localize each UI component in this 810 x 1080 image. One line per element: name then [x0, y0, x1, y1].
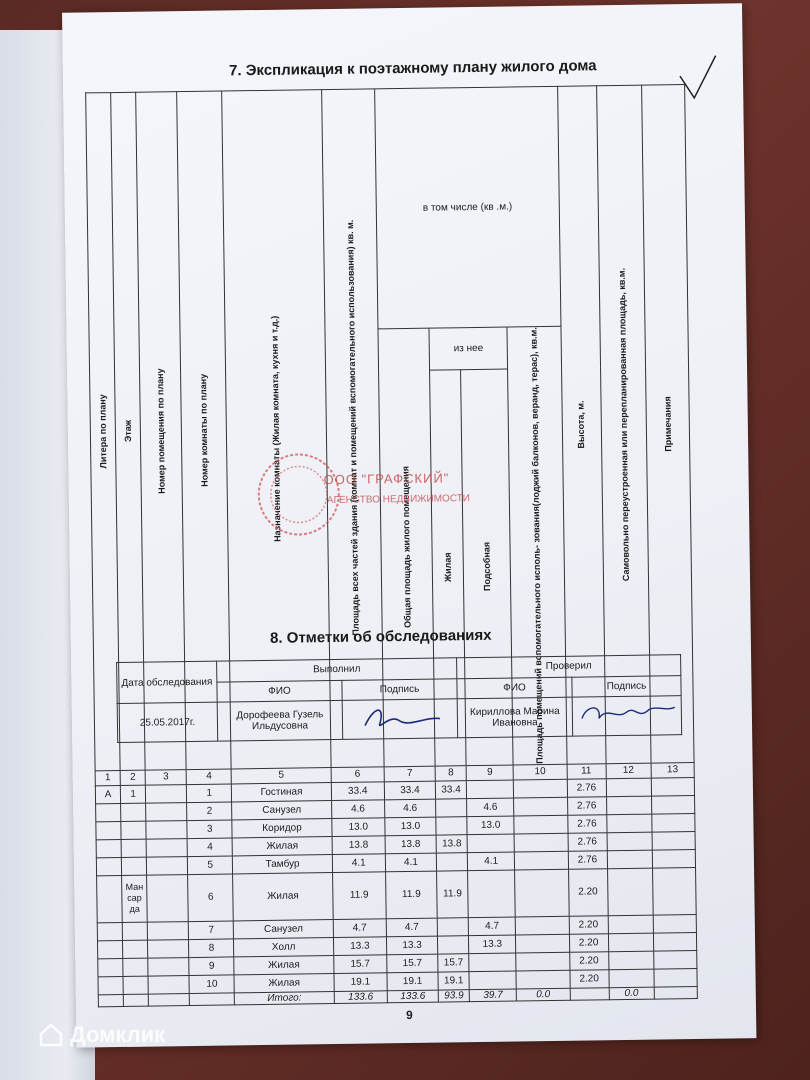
cell-living	[437, 917, 468, 935]
cell-purpose: Гостиная	[232, 782, 332, 801]
cell-room: 4	[187, 838, 232, 857]
watermark-brand: Домклик	[70, 1022, 166, 1047]
cell-floor	[121, 803, 146, 821]
cell-empty	[146, 856, 187, 875]
cell-height: 2.20	[569, 915, 608, 934]
cell-purpose: Тамбур	[233, 854, 333, 873]
cell-empty	[148, 957, 189, 976]
cell-living: 11.9	[437, 870, 469, 917]
cell-area: 13.8	[332, 835, 385, 854]
table-row	[97, 867, 697, 922]
cell-empty	[515, 851, 568, 870]
cell-empty	[606, 796, 651, 815]
hdr-fio-1: ФИО	[217, 680, 342, 702]
total-area: 133.6	[334, 990, 387, 1003]
cell-empty	[607, 868, 653, 916]
cell-empty	[148, 939, 189, 958]
cell-empty	[654, 968, 697, 987]
cell-room: 1	[187, 784, 232, 803]
cell-height: 2.20	[569, 951, 608, 970]
cell-empty	[608, 933, 653, 952]
cell-aux	[466, 780, 513, 799]
cell-purpose: Коридор	[232, 818, 332, 837]
cell-room: 8	[189, 939, 234, 958]
hdr-date: Дата обследования	[117, 661, 218, 703]
cell-room: 3	[187, 820, 232, 839]
cell-empty	[653, 950, 696, 969]
hdr-auxiliary: Подсобная	[481, 542, 493, 592]
cell-purpose: Жилая	[232, 836, 332, 855]
cell-empty	[147, 921, 188, 940]
cell-living: 13.8	[436, 834, 467, 852]
cell-empty	[514, 815, 567, 834]
cell-room: 10	[189, 975, 234, 994]
cell-litera: А	[95, 785, 120, 803]
cell-height: 2.76	[567, 796, 606, 815]
cell-total: 11.9	[385, 871, 437, 919]
performer-name: Дорофеева Гузель Ильдусовна	[217, 700, 343, 741]
cell-empty	[514, 833, 567, 852]
table-body	[95, 777, 697, 994]
cell-empty	[651, 777, 694, 796]
hdr-performed: Выполнил	[217, 658, 457, 682]
section8-title: 8. Отметки об обследованиях	[269, 626, 492, 647]
cell-empty	[516, 916, 569, 935]
cell-area: 33.4	[331, 781, 384, 800]
cell-empty	[148, 975, 189, 994]
signature-icon	[355, 702, 445, 733]
col-num: 3	[145, 769, 186, 785]
cell-living: 33.4	[435, 780, 466, 798]
cell-empty	[146, 838, 187, 857]
col-num: 5	[232, 767, 332, 783]
survey-table	[116, 654, 682, 743]
cell-aux: 13.0	[467, 816, 514, 835]
cell-total: 13.3	[386, 936, 437, 955]
cell-litera	[96, 857, 121, 875]
cell-height: 2.76	[568, 832, 607, 851]
hdr-height: Высота, м.	[575, 400, 587, 449]
cell-area: 4.7	[333, 918, 386, 937]
cell-empty	[653, 932, 696, 951]
cell-living	[436, 816, 467, 834]
cell-litera	[96, 803, 121, 821]
cell-floor	[122, 922, 147, 940]
cell-empty	[607, 850, 652, 869]
cell-empty	[146, 802, 187, 821]
cell-litera	[96, 821, 121, 839]
cell-floor: Ман сар да	[122, 875, 148, 922]
cell-empty	[607, 832, 652, 851]
cell-litera	[97, 940, 122, 958]
signature-icon	[577, 699, 677, 730]
col-num: 7	[384, 766, 435, 782]
cell-floor	[121, 857, 146, 875]
cell-floor	[121, 839, 146, 857]
cell-height: 2.20	[569, 933, 608, 952]
cell-aux: 4.6	[467, 798, 514, 817]
cell-area: 13.3	[333, 936, 386, 955]
hdr-aux-area: Площадь помещений вспомогательного исполь- зования(лоджий балконов, веранд, терас), кв.м.	[528, 327, 545, 764]
cell-litera	[97, 875, 123, 922]
total-label: Итого:	[235, 991, 334, 1004]
stamp-subtitle: АГЕНСТВО НЕДВИЖИМОСТИ	[326, 493, 471, 507]
cell-empty	[606, 814, 651, 833]
cell-empty	[514, 779, 567, 798]
col-num: 12	[606, 763, 651, 779]
cell-living	[438, 935, 469, 953]
cell-empty	[516, 970, 569, 989]
col-num: 11	[567, 763, 606, 779]
cell-aux: 13.3	[469, 935, 516, 954]
cell-floor: 1	[120, 785, 145, 803]
cell-total: 33.4	[384, 781, 435, 800]
total-living-area: 133.6	[387, 990, 438, 1003]
hdr-sign-2: Подпись	[572, 675, 681, 697]
hdr-unauth: Самовольно переустроенная или перепланированная площадь, кв.м.	[616, 267, 631, 581]
cell-floor	[121, 821, 146, 839]
cell-aux	[469, 971, 516, 990]
cell-height: 2.76	[567, 814, 606, 833]
col-num: 13	[651, 762, 694, 778]
cell-room: 2	[187, 802, 232, 821]
total-aux-area: 0.0	[517, 988, 570, 1001]
cell-height: 2.20	[568, 868, 608, 916]
cell-room: 6	[188, 874, 234, 922]
stamp-company: ООО "ГРАФСКИЙ"	[323, 470, 450, 488]
cell-empty	[609, 969, 654, 988]
page-number: 9	[405, 1007, 413, 1023]
cell-purpose: Жилая	[234, 973, 334, 992]
cell-total: 4.7	[386, 918, 437, 937]
house-logo-icon	[38, 1022, 64, 1048]
total-aux: 39.7	[469, 989, 516, 1002]
hdr-purpose: Назначение комнаты (Жилая комната, кухня и т.д.)	[269, 316, 283, 543]
col-num: 4	[186, 769, 231, 785]
cell-litera	[98, 958, 123, 976]
survey-date: 25.05.2017г.	[117, 702, 218, 742]
col-num: 8	[435, 765, 466, 780]
cell-empty	[516, 934, 569, 953]
col-num: 9	[466, 765, 513, 781]
cell-empty	[608, 915, 653, 934]
cell-purpose: Холл	[234, 937, 334, 956]
cell-area: 11.9	[332, 871, 386, 919]
col-num: 2	[120, 770, 145, 785]
cell-empty	[653, 914, 696, 933]
checker-name: Кириллова Марина Ивановна	[457, 697, 573, 738]
cell-empty	[515, 869, 569, 917]
cell-litera	[96, 839, 121, 857]
cell-empty	[652, 867, 696, 915]
hdr-fio-2: ФИО	[457, 677, 572, 699]
cell-empty	[146, 820, 187, 839]
section7-title: 7. Экспликация к поэтажному плану жилого дома	[228, 57, 597, 80]
cell-litera	[98, 976, 123, 994]
cell-height: 2.20	[569, 969, 608, 988]
cell-floor	[123, 958, 148, 976]
cell-room: 7	[189, 921, 234, 940]
cell-room: 5	[188, 856, 233, 875]
cell-area: 4.6	[331, 799, 384, 818]
hdr-floor: Этаж	[122, 419, 133, 443]
hdr-room-no: Номер помещения по плану	[155, 367, 167, 494]
cell-area: 15.7	[333, 954, 386, 973]
hdr-notes: Примечания	[662, 395, 673, 452]
document-page	[62, 3, 756, 1047]
cell-floor	[123, 940, 148, 958]
cell-total: 15.7	[387, 954, 438, 973]
cell-aux	[468, 870, 516, 918]
total-living: 93.9	[438, 989, 469, 1001]
domclick-watermark	[38, 1022, 165, 1048]
cell-total: 13.8	[385, 835, 436, 854]
cell-floor	[123, 976, 148, 994]
cell-aux	[469, 953, 516, 972]
total-unauth: 0.0	[609, 987, 654, 1000]
cell-aux	[467, 834, 514, 853]
cell-height: 2.76	[567, 778, 606, 797]
cell-empty	[652, 813, 695, 832]
hdr-litera: Литера по плану	[97, 394, 109, 469]
cell-empty	[652, 831, 695, 850]
cell-aux: 4.1	[467, 852, 514, 871]
cell-living	[436, 852, 467, 870]
cell-purpose: Санузел	[232, 800, 332, 819]
cell-purpose: Жилая	[233, 872, 333, 920]
performer-signature	[342, 699, 458, 740]
cell-total: 4.1	[385, 853, 436, 872]
cell-empty	[608, 951, 653, 970]
cell-area: 4.1	[332, 853, 385, 872]
cell-aux: 4.7	[468, 917, 515, 936]
cell-total: 19.1	[387, 972, 438, 991]
checker-signature	[572, 696, 682, 737]
cell-empty	[147, 874, 189, 922]
hdr-total-living: Общая площадь жилого помещения	[400, 466, 413, 629]
cell-living: 15.7	[438, 953, 469, 971]
hdr-of-which: из нее	[429, 327, 508, 370]
col-num: 6	[331, 766, 384, 782]
cell-purpose: Жилая	[234, 955, 334, 974]
cell-total: 13.0	[385, 817, 436, 836]
cell-living	[436, 798, 467, 816]
hdr-sign-1: Подпись	[342, 678, 457, 700]
hdr-room-no-plan: Номер комнаты по плану	[198, 373, 210, 487]
hdr-area-all: Площадь всех частей здания (комнат и помещений вспомогательного использования) кв. м.	[344, 220, 361, 637]
cell-litera	[97, 922, 122, 940]
cell-empty	[145, 784, 186, 803]
hdr-living: Жилая	[442, 552, 453, 583]
cell-height: 2.76	[568, 850, 607, 869]
cell-empty	[651, 795, 694, 814]
col-num: 1	[95, 770, 120, 785]
cell-empty	[514, 797, 567, 816]
cell-empty	[516, 952, 569, 971]
cell-purpose: Санузел	[234, 919, 334, 938]
hdr-incl: в том числе (кв .м.)	[375, 86, 561, 329]
cell-area: 19.1	[334, 972, 387, 991]
col-num: 10	[513, 764, 566, 780]
cell-empty	[606, 778, 651, 797]
cell-empty	[652, 849, 695, 868]
explication-table	[85, 84, 698, 1007]
cell-area: 13.0	[332, 817, 385, 836]
cell-total: 4.6	[384, 799, 435, 818]
hdr-checked: Проверил	[457, 655, 681, 679]
cell-living: 19.1	[438, 971, 469, 989]
cell-room: 9	[189, 957, 234, 976]
